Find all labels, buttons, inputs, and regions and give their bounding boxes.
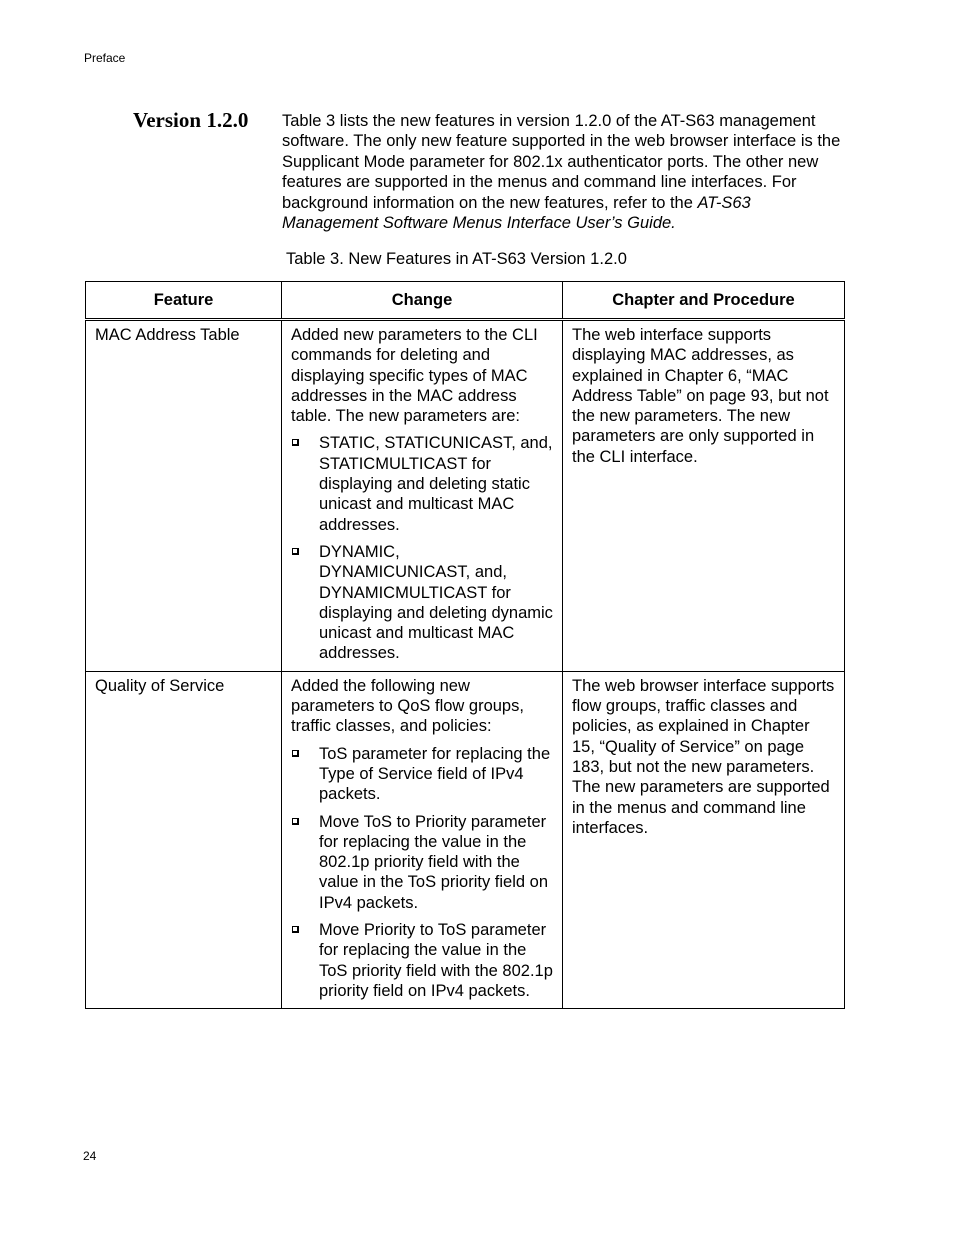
intro-paragraph <box>282 111 847 233</box>
feature-cell: Quality of Service <box>86 671 282 1008</box>
guide-title: AT-S63 Management Software Menus Interface User’s Guide. <box>282 193 751 233</box>
checkbox-bullet-icon <box>292 439 299 446</box>
change-intro: Added new parameters to the CLI commands for deleting and displaying specific types of MAC addresses in the MAC address table. The new parameters are: <box>291 326 538 426</box>
table-row <box>86 671 845 1008</box>
running-header: Preface <box>84 51 126 65</box>
bullet-item <box>291 812 554 913</box>
chapter-cell: The web browser interface supports flow groups, traffic classes and policies, as explained in Chapter 15, “Quality of Service” on page 183, but not the new parameters. The new parameters are supported in the menus and command line interfaces. <box>563 671 845 1008</box>
feature-cell: MAC Address Table <box>86 320 282 672</box>
checkbox-bullet-icon <box>292 548 299 555</box>
bullet-text: DYNAMIC, DYNAMICUNICAST, and, DYNAMICMULTICAST for displaying and deleting dynamic unicast and multicast MAC addresses. <box>319 542 553 663</box>
features-table <box>85 281 845 1009</box>
checkbox-bullet-icon <box>292 926 299 933</box>
header-feature: Feature <box>86 282 282 320</box>
change-cell <box>282 671 563 1008</box>
header-chapter: Chapter and Procedure <box>563 282 845 320</box>
section-title: Version 1.2.0 <box>133 108 249 132</box>
change-intro: Added the following new parameters to QoS flow groups, traffic classes, and policies: <box>291 676 524 736</box>
bullet-item <box>291 920 554 1001</box>
checkbox-bullet-icon <box>292 750 299 757</box>
checkbox-bullet-icon <box>292 818 299 825</box>
bullet-item <box>291 744 554 805</box>
table-header-row <box>86 282 845 320</box>
bullet-item <box>291 542 554 664</box>
intro-text: Table 3 lists the new features in version 1.2.0 of the AT-S63 management software. The only new feature supported in the web browser interface is the Supplicant Mode parameter for 802.1x authenticator ports. The other new features are supported in the menus and command line interfaces. For background information on the new features, refer to the <box>282 112 841 212</box>
change-bullets <box>291 744 554 1002</box>
bullet-text: Move ToS to Priority parameter for replacing the value in the 802.1p priority field with the value in the ToS priority field on IPv4 packets. <box>319 812 548 912</box>
table-caption: Table 3. New Features in AT-S63 Version 1.2.0 <box>286 250 627 268</box>
bullet-item <box>291 433 554 534</box>
table-row <box>86 320 845 672</box>
bullet-text: STATIC, STATICUNICAST, and, STATICMULTICAST for displaying and deleting static unicast and multicast MAC addresses. <box>319 434 553 534</box>
change-cell <box>282 320 563 672</box>
header-change: Change <box>282 282 563 320</box>
change-bullets <box>291 433 554 663</box>
bullet-text: Move Priority to ToS parameter for replacing the value in the ToS priority field with the 802.1p priority field on IPv4 packets. <box>319 921 553 1000</box>
page-number: 24 <box>83 1149 97 1163</box>
chapter-cell: The web interface supports displaying MAC addresses, as explained in Chapter 6, “MAC Address Table” on page 93, but not the new parameters. The new parameters are only supported in the CLI interface. <box>563 320 845 672</box>
bullet-text: ToS parameter for replacing the Type of Service field of IPv4 packets. <box>319 744 551 804</box>
